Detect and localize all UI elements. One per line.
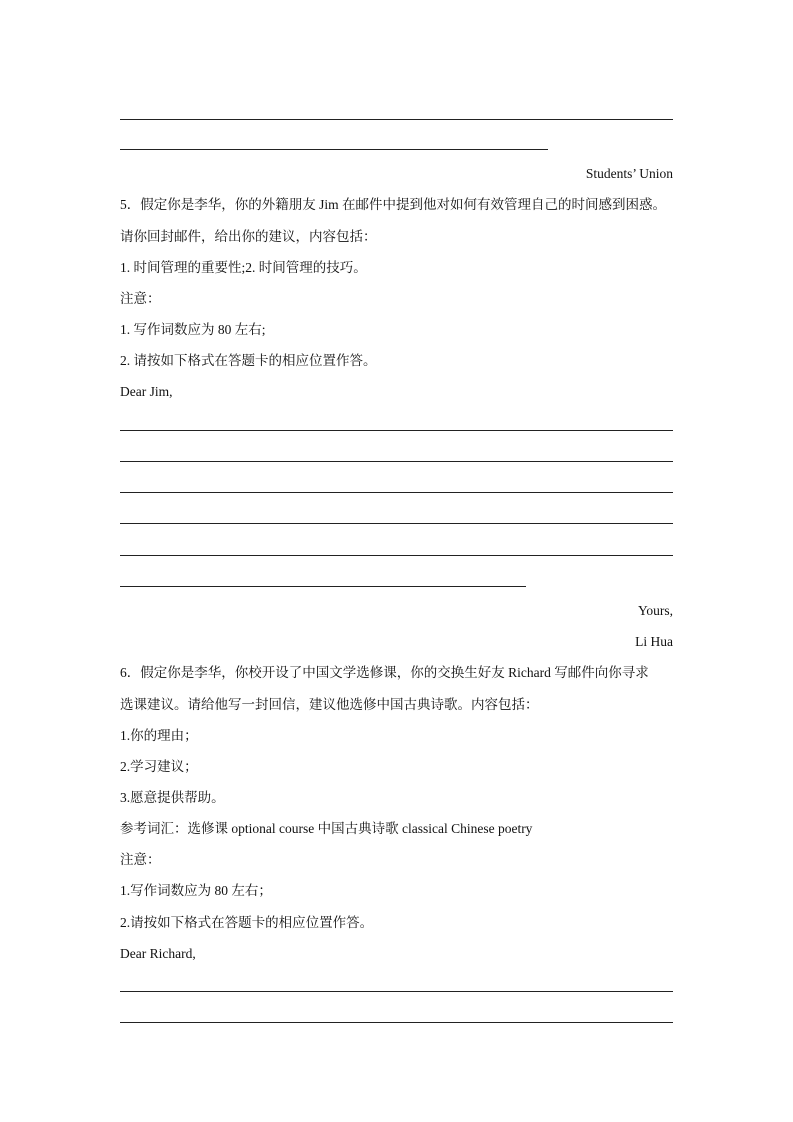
answer-line-short: [120, 149, 548, 150]
q5-answer-line: [120, 430, 673, 431]
q6-answer-line: [120, 991, 673, 992]
q6-point2: 2.学习建议；: [120, 759, 198, 774]
previous-signature: Students’ Union: [585, 166, 673, 181]
q5-signature: Li Hua: [635, 634, 673, 649]
q5-salutation: Dear Jim,: [120, 384, 173, 399]
q5-answer-line: [120, 492, 673, 493]
q6-note1: 1.写作词数应为 80 左右；: [120, 883, 272, 898]
answer-line: [120, 119, 673, 120]
q6-answer-line: [120, 1022, 673, 1023]
q5-note2: 2. 请按如下格式在答题卡的相应位置作答。: [120, 353, 377, 368]
q5-answer-line-short: [120, 586, 526, 587]
q6-prompt-line1: 6．假定你是李华，你校开设了中国文学选修课，你的交换生好友 Richard 写邮件向你寻求: [120, 665, 649, 680]
q6-vocab: 参考词汇：选修课 optional course 中国古典诗歌 classical Chinese poetry: [120, 821, 533, 836]
q5-note1: 1. 写作词数应为 80 左右;: [120, 322, 266, 337]
q5-answer-line: [120, 523, 673, 524]
q6-prompt-line2: 选课建议。请给他写一封回信，建议他选修中国古典诗歌。内容包括：: [120, 697, 539, 712]
q6-note2: 2.请按如下格式在答题卡的相应位置作答。: [120, 915, 374, 930]
q5-prompt-line1: 5．假定你是李华，你的外籍朋友 Jim 在邮件中提到他对如何有效管理自己的时间感到困惑。: [120, 197, 667, 212]
q6-salutation: Dear Richard,: [120, 946, 196, 961]
q6-point1: 1.你的理由；: [120, 728, 198, 743]
q5-closing: Yours,: [637, 603, 673, 618]
q5-answer-line: [120, 461, 673, 462]
q6-note-label: 注意：: [120, 852, 161, 867]
q5-content-points: 1. 时间管理的重要性;2. 时间管理的技巧。: [120, 260, 367, 275]
q5-note-label: 注意：: [120, 291, 161, 306]
q6-point3: 3.愿意提供帮助。: [120, 790, 225, 805]
q5-prompt-line2: 请你回封邮件，给出你的建议，内容包括：: [120, 229, 377, 244]
q5-answer-line: [120, 555, 673, 556]
